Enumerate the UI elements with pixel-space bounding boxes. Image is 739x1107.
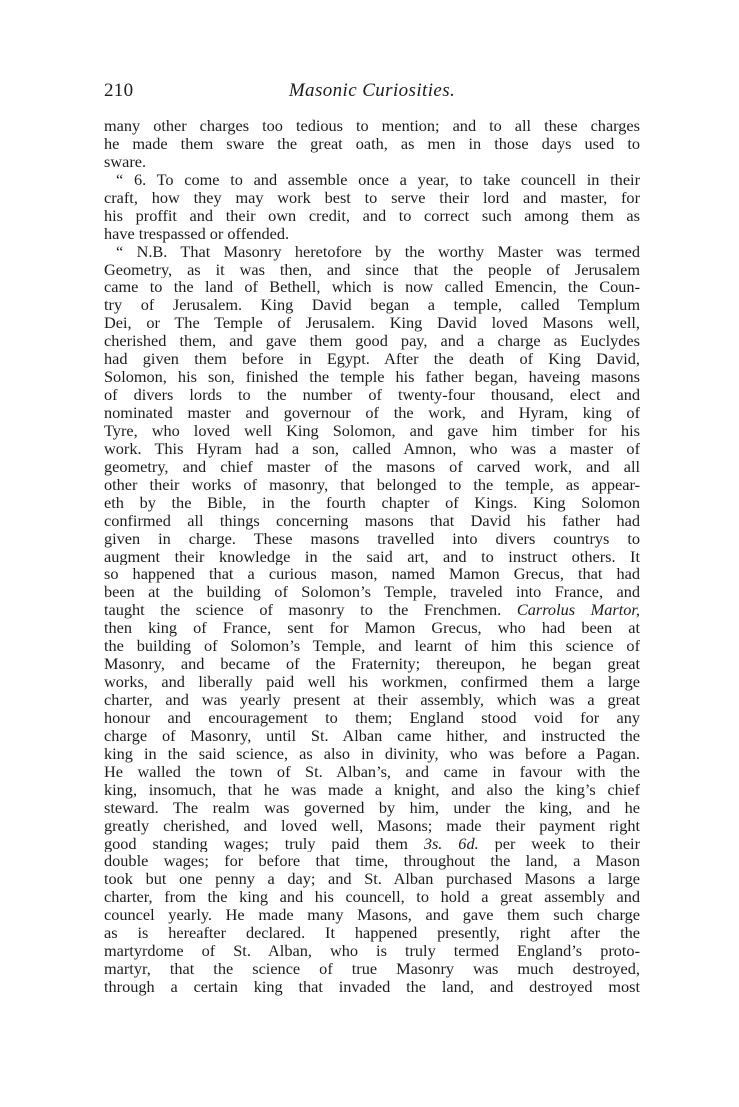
- page-header: [104, 80, 640, 106]
- text-line: “ 6. To come to and assemble once a year, to take councell in their: [116, 170, 640, 189]
- text-line: steward. The realm was governed by him, under the king, and he: [104, 798, 640, 817]
- text-line: councel yearly. He made many Masons, and gave them such charge: [104, 906, 640, 925]
- text-line: Masonry, and became of the Fraternity; thereupon, he began great: [104, 655, 640, 674]
- text-line: been at the building of Solomon’s Temple, traveled into France, and: [104, 583, 640, 602]
- body-text: [104, 117, 640, 996]
- text-line: Tyre, who loved well King Solomon, and gave him timber for his: [104, 421, 640, 440]
- text-line: had given them before in Egypt. After the death of King David,: [104, 350, 640, 369]
- text-line: charter, and was yearly present at their assembly, which was a great: [104, 691, 640, 709]
- text-line: sware.: [104, 152, 147, 171]
- text-line: of divers lords to the number of twenty-four thousand, elect and: [104, 386, 640, 404]
- running-title: Masonic Curiosities.: [288, 80, 456, 101]
- text-line: king in the said science, as also in divinity, who was before a Pagan.: [104, 744, 640, 763]
- text-line: his proffit and their own credit, and to correct such among them as: [104, 206, 640, 225]
- text-segment: taught the science of masonry to the Frenchmen.: [104, 601, 517, 620]
- text-line: as is hereafter declared. It happened presently, right after the: [104, 924, 640, 943]
- text-line: augment their knowledge in the said art, and to instruct others. It: [104, 547, 640, 566]
- text-line: eth by the Bible, in the fourth chapter of Kings. King Solomon: [104, 493, 640, 512]
- page-number: 210: [104, 80, 134, 101]
- text-line: he made them sware the great oath, as men in those days used to: [104, 134, 640, 153]
- text-line: craft, how they may work best to serve their lord and master, for: [104, 188, 640, 207]
- text-line: came to the land of Bethell, which is now called Emencin, the Coun-: [104, 278, 640, 297]
- text-line: other their works of masonry, that belonged to the temple, as appear-: [104, 475, 640, 494]
- text-line: then king of France, sent for Mamon Grecus, who had been at: [104, 619, 640, 638]
- text-line: confirmed all things concerning masons that David his father had: [104, 511, 640, 530]
- text-line: [104, 835, 640, 853]
- text-line: took but one penny a day; and St. Alban purchased Masons a large: [104, 870, 640, 889]
- text-line: Dei, or The Temple of Jerusalem. King David loved Masons well,: [104, 314, 640, 333]
- text-line: through a certain king that invaded the land, and destroyed most: [104, 978, 640, 996]
- text-segment: good standing wages; truly paid them: [104, 834, 424, 853]
- text-line: charter, from the king and his councell, to hold a great assembly and: [104, 888, 640, 907]
- text-line: try of Jerusalem. King David began a temple, called Templum: [104, 296, 640, 315]
- text-line: charge of Masonry, until St. Alban came hither, and instructed the: [104, 726, 640, 745]
- text-line: [104, 601, 640, 619]
- text-line: the building of Solomon’s Temple, and learnt of him this science of: [104, 637, 640, 656]
- text-line: double wages; for before that time, throughout the land, a Mason: [104, 852, 640, 871]
- text-line: honour and encouragement to them; England stood void for any: [104, 708, 640, 727]
- text-line: Geometry, as it was then, and since that the people of Jerusalem: [104, 260, 640, 279]
- text-line: greatly cherished, and loved well, Masons; made their payment right: [104, 816, 640, 835]
- text-line: have trespassed or offended.: [104, 224, 290, 243]
- text-line: works, and liberally paid well his workmen, confirmed them a large: [104, 673, 640, 691]
- text-line: martyrdome of St. Alban, who is truly termed England’s proto-: [104, 942, 640, 961]
- italic-text-segment: 3s. 6d.: [423, 834, 479, 853]
- text-line: “ N.B. That Masonry heretofore by the worthy Master was termed: [116, 242, 640, 261]
- text-line: many other charges too tedious to mention; and to all these charges: [104, 117, 640, 135]
- text-line: given in charge. These masons travelled into divers countrys to: [104, 529, 640, 548]
- text-line: Solomon, his son, finished the temple his father began, haveing masons: [104, 368, 640, 387]
- text-line: cherished them, and gave them good pay, and a charge as Euclydes: [104, 332, 640, 351]
- text-line: king, insomuch, that he was made a knight, and also the king’s chief: [104, 780, 640, 799]
- text-line: nominated master and governour of the work, and Hyram, king of: [104, 404, 640, 422]
- text-line: He walled the town of St. Alban’s, and came in favour with the: [104, 762, 640, 781]
- text-line: martyr, that the science of true Masonry was much destroyed,: [104, 960, 640, 978]
- text-line: geometry, and chief master of the masons of carved work, and all: [104, 457, 640, 476]
- text-line: so happened that a curious mason, named Mamon Grecus, that had: [104, 565, 640, 584]
- text-line: work. This Hyram had a son, called Amnon, who was a master of: [104, 439, 640, 458]
- italic-text-segment: Carrolus Martor,: [516, 601, 640, 620]
- text-segment: per week to their: [478, 834, 640, 853]
